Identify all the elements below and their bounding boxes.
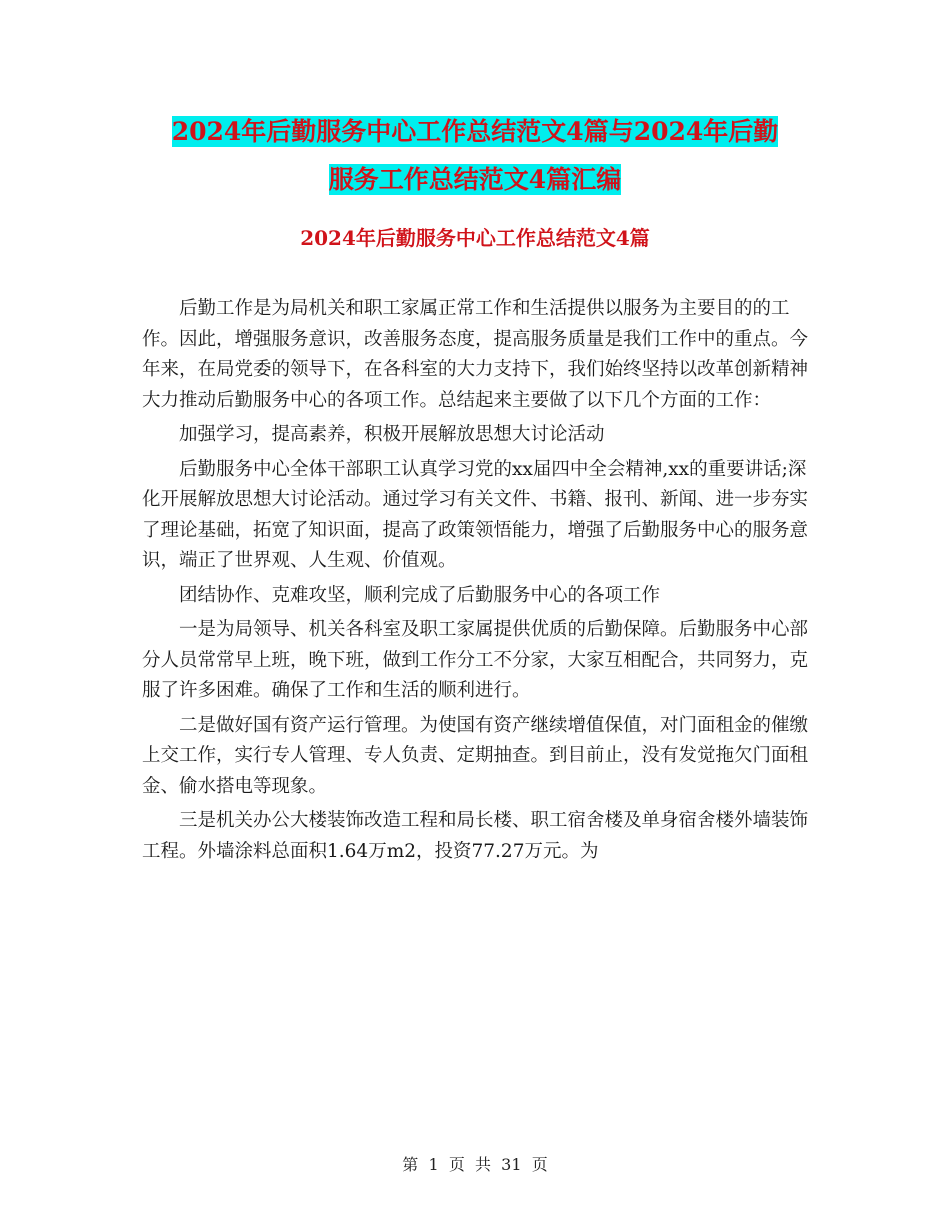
page-number: 第 1 页 共 31 页 (402, 1155, 548, 1174)
paragraph: 后勤工作是为局机关和职工家属正常工作和生活提供以服务为主要目的的工作。因此，增强服务意识，改善服务态度，提高服务质量是我们工作中的重点。今年来，在局党委的领导下，在各科室的大力支持下，我们始终坚持以改革创新精神大力推动后勤服务中心的各项工作。总结起来主要做了以下几个方面的工作： (142, 298, 809, 411)
main-title-line1: 2024年后勤服务中心工作总结范文4篇与2024年后勤 (171, 117, 779, 146)
paragraph: 三是机关办公大楼装饰改造工程和局长楼、职工宿舍楼及单身宿舍楼外墙装饰工程。外墙涂料总面积1.64万m2，投资77.27万元。为 (142, 810, 809, 862)
paragraph: 一是为局领导、机关各科室及职工家属提供优质的后勤保障。后勤服务中心部分人员常常早上班，晚下班，做到工作分工不分家，大家互相配合，共同努力，克服了许多困难。确保了工作和生活的顺利进行。 (142, 619, 809, 701)
main-title-line2: 服务工作总结范文4篇汇编 (328, 165, 622, 194)
paragraph: 后勤服务中心全体干部职工认真学习党的xx届四中全会精神,xx的重要讲话;深化开展解放思想大讨论活动。通过学习有关文件、书籍、报刊、新闻、进一步夯实了理论基础，拓宽了知识面，提高了政策领悟能力，增强了后勤服务中心的服务意识，端正了世界观、人生观、价值观。 (142, 458, 809, 571)
paragraph: 团结协作、克难攻坚，顺利完成了后勤服务中心的各项工作 (179, 584, 661, 606)
page-footer (0, 1152, 950, 1175)
body-text (142, 294, 814, 871)
paragraph: 加强学习，提高素养，积极开展解放思想大讨论活动 (179, 424, 605, 445)
section-title: 2024年后勤服务中心工作总结范文4篇 (300, 226, 650, 250)
main-title (0, 108, 950, 204)
paragraph: 二是做好国有资产运行管理。为使国有资产继续增值保值，对门面租金的催缴上交工作，实行专人管理、专人负责、定期抽查。到目前止，没有发觉拖欠门面租金、偷水搭电等现象。 (142, 714, 809, 797)
